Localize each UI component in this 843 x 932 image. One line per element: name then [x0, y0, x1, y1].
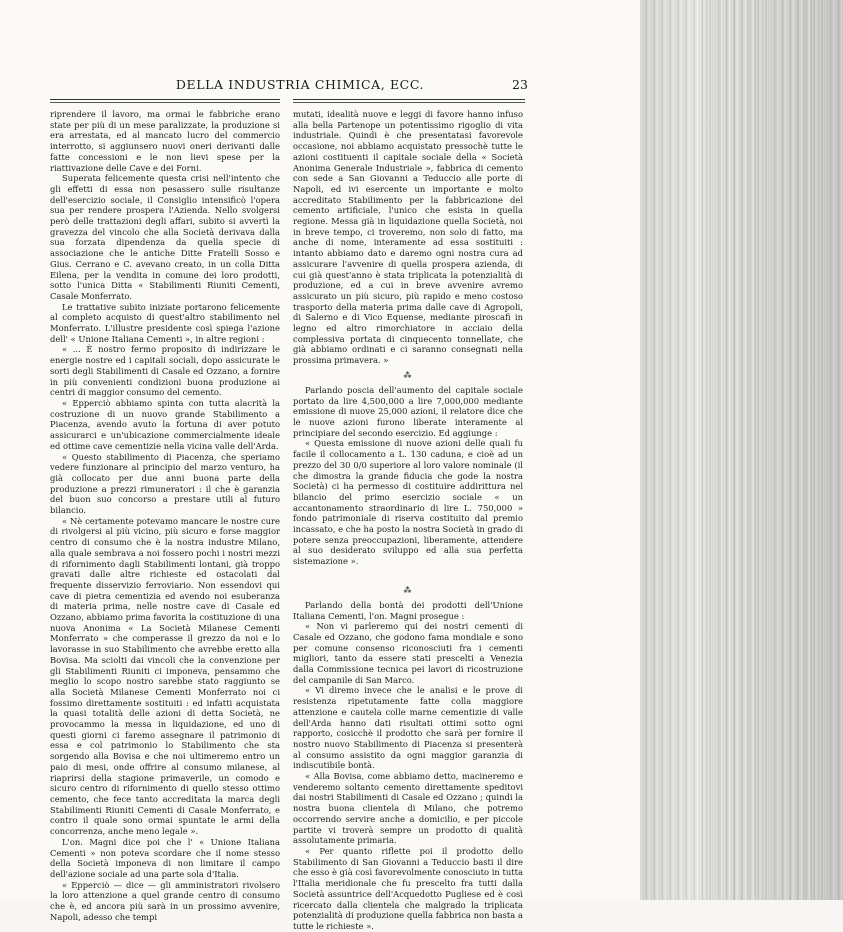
section-divider-asterism: ⁂ [403, 370, 413, 380]
page-number: 23 [512, 77, 528, 92]
paragraph: Parlando poscia dell'aumento del capitale sociale portato da lire 4,500,000 a lire 7,000,000 mediante emissione di nuove 25,000 azioni, il relatore dice che le nuove azioni furono liberate interamente al principiare del secondo esercizio. Ed aggiunge : [293, 384, 523, 438]
paragraph: « Non vi parleremo qui dei nostri cementi di Casale ed Ozzano, che godono fama mondiale e sono per comune consenso riconosciuti fra i cementi migliori, tanto da essere stati prescelti a Venezia dalla Commissione tecnica pei lavori di ricostruzione del campanile di San Marco. [293, 621, 523, 685]
paragraph: « Vi diremo invece che le analisi e le prove di resistenza ripetutamente fatte colla maggiore attenzione e cautela colle marne cementizie di valle dell'Arda hanno dati risultati ottimi sotto ogni rapporto, cosicchè il prodotto che sarà per fornire il nostro nuovo Stabilimento di Piacenza si presenterà al consumo assistito da ogni maggior garanzia di indiscutibile bontà. [293, 685, 523, 771]
text-column-right [293, 109, 523, 931]
section-divider-asterism: ⁂ [403, 585, 413, 595]
paragraph: Parlando della bontà dei prodotti dell'Unione Italiana Cementi, l'on. Magni prosegue : [293, 599, 523, 621]
paragraph: « Epperciò — dice — gli amministratori rivolsero la loro attenzione a quel grande centro di consumo che è, ed ancora più sarà in un prossimo avvenire, Napoli, adesso che tempi [50, 879, 280, 922]
running-header-title: DELLA INDUSTRIA CHIMICA, ECC. [175, 77, 425, 92]
paragraph: « Epperciò abbiamo spinta con tutta alacrità la costruzione di un nuovo grande Stabilimento a Piacenza, avendo avuto la fortuna di aver potuto assicurarci e un'ubicazione commercialmente ideale ed ottime cave cementizie nella vicina valle dell'Arda. [50, 397, 280, 451]
paragraph: Superata felicemente questa crisi nell'intento che gli effetti di essa non pesassero sulle risultanze dell'esercizio sociale, il Consiglio intensificò l'opera sua per rendere prospera l'Azienda. Nello svolgersi però delle trattazioni degli affari, subito si avvertì la gravezza del vincolo che alla Società derivava dalla sua forzata dipendenza da quella specie di associazione che le antiche Ditte Fratelli Sosso e Gius. Cerrano e C. avevano creato, in un colla Ditta Eilena, per la vendita in comune dei loro prodotti, sotto l'unica Ditta « Stabilimenti Riuniti Cementi, Casale Monferrato. [50, 173, 280, 301]
header-rule-left [50, 99, 280, 100]
paragraph: « Per quanto riflette poi il prodotto dello Stabilimento di San Giovanni a Teduccio basti il dire che esso è già così favorevolmente conosciuto in tutta l'Italia meridionale che fu prescelto fra tutti dalla Società assuntrice dell'Acquedotto Pugliese ed è così ricercato dalla clientela che malgrado la triplicata potenzialità di produzione quella fabbrica non basta a tutte le richieste ». [293, 846, 523, 931]
paragraph: « Alla Bovisa, come abbiamo detto, macineremo e venderemo soltanto cemento direttamente speditovi dai nostri Stabilimenti di Casale ed Ozzano ; quindi la nostra buona clientela di Milano, che potremo occorrendo servire anche a domicilio, e per piccole partite vi troverà sempre un prodotto di qualità assolutamente primaria. [293, 771, 523, 846]
text-column-left [50, 109, 280, 922]
book-page-edges [640, 0, 843, 900]
paragraph: mutati, idealità nuove e leggi di favore hanno infuso alla bella Partenope un potentissimo rigoglio di vita industriale. Quindi è che presentatasi favorevole occasione, noi abbiamo acquistato pressochè tutte le azioni costituenti il capitale sociale della « Società Anonima Generale Industriale », fabbrica di cemento con sede a San Giovanni a Teduccio alle porte di Napoli, ed ivi esercente un importante e molto accreditato Stabilimento per la fabbricazione del cemento artificiale, l'unico che esista in quella regione. Messa già in liquidazione quella Società, noi in breve tempo, ci troveremo, non solo di fatto, ma anche di nome, interamente ad essa sostituiti : intanto abbiamo dato e daremo ogni nostra cura ad assicurare l'avvenire di quella prospera azienda, di cui già quest'anno è stata triplicata la potenzialità di produzione, ed a cui in breve avvenire avremo assicurato un più sicuro, più rapido e meno costoso trasporto della materia prima dalle cave di Agropoli, di Salerno e di Vico Equense, mediante piroscafi in legno ed altro rimorchiatore in acciaio della complessiva portata di cinquecento tonnellate, che già abbiamo ordinati e ci saranno consegnati nella prossima primavera. » [293, 109, 523, 366]
paragraph: riprendere il lavoro, ma ormai le fabbriche erano state per più di un mese paralizzate, la produzione si era arrestata, ed al mancato lucro del commercio interrotto, si aggiunsero nuovi oneri derivanti dalle fatte concessioni e le non lievi spese per la riattivazione delle Cave e dei Forni. [50, 109, 280, 173]
paragraph: « Questa emissione di nuove azioni delle quali fu facile il collocamento a L. 130 caduna, e cioè ad un prezzo del 30 0/0 superiore al loro valore nominale (il che dimostra la grande fiducia che gode la nostra Società) ci ha permesso di costituire addirittura nel bilancio del primo esercizio sociale « un accantonamento straordinario di lire L. 750,000 » fondo patrimoniale di riserva costituito dal premio incassato, e che ha posto la nostra Società in grado di potere senza preoccupazioni, liberamente, attendere al suo desiderato sviluppo ed alla sua perfetta sistemazione ». [293, 438, 523, 567]
paragraph: Le trattative subito iniziate portarono felicemente al completo acquisto di quest'altro stabilimento nel Monferrato. L'illustre presidente così spiega l'azione dell' « Unione Italiana Cementi », in altre regioni : [50, 301, 280, 344]
paragraph: « Nè certamente potevamo mancare le nostre cure di rivolgersi al più vicino, più sicuro e forse maggior centro di consumo che è la nostra industre Milano, alla quale sembrava a noi fossero pochi i nostri mezzi di rifornimento dagli Stabilimenti lontani, già troppo gravati dalle altre richieste ed ostacolati dal frequente disservizio ferroviario. Non essendovi qui cave di pietra cementizia ed avendo noi esuberanza di materia prima, nelle nostre cave di Casale ed Ozzano, abbiamo prima favorita la costituzione di una nuova Anonima « La Società Milanese Cementi Monferrato » che comperasse il grezzo da noi e lo lavorasse in suo Stabilimento che avrebbe eretto alla Bovisa. Ma sciolti dai vincoli che la convenzione per gli Stabilimenti Riuniti ci imponeva, pensammo che meglio lo scopo nostro sarebbe stato raggiunto se alla Società Milanese Cementi Monferrato noi ci fossimo direttamente sostituiti : ed infatti acquistata la quasi totalità delle azioni di detta Società, ne provocammo la messa in liquidazione, ed uno di questi giorni ci faremo assegnare il patrimonio di essa e col patrimonio lo Stabilimento che sta sorgendo alla Bovisa e che noi ultimeremo entro un paio di mesi, onde offrire al consumo milanese, al riaprirsi della stagione primaverile, un comodo e sicuro centro di rifornimento di quello stesso ottimo cemento, che fece tanto accreditata la marca degli Stabilimenti Riuniti Cementi di Casale Monferrato, e contro il quale sono ormai spuntate le armi della concorrenza, anche meno legale ». [50, 515, 280, 837]
header-rule-right [293, 99, 525, 100]
paragraph: L'on. Magni dice poi che l' « Unione Italiana Cementi » non poteva scordare che il nome stesso della Società imponeva di non limitare il campo dell'azione sociale ad una parte sola d'Italia. [50, 836, 280, 879]
paragraph: « ... È nostro fermo proposito di indirizzare le energie nostre ed i capitali sociali, dopo assicurate le sorti degli Stabilimenti di Casale ed Ozzano, a fornire in più convenienti condizioni buona produzione ai centri di maggior consumo del cemento. [50, 344, 280, 398]
paragraph: « Questo stabilimento di Piacenza, che speriamo vedere funzionare al principio del marzo venturo, ha già collocato per due anni buona parte della produzione a prezzi rimuneratori : il che è garanzia del buon suo concorso a prestare utili al futuro bilancio. [50, 451, 280, 516]
